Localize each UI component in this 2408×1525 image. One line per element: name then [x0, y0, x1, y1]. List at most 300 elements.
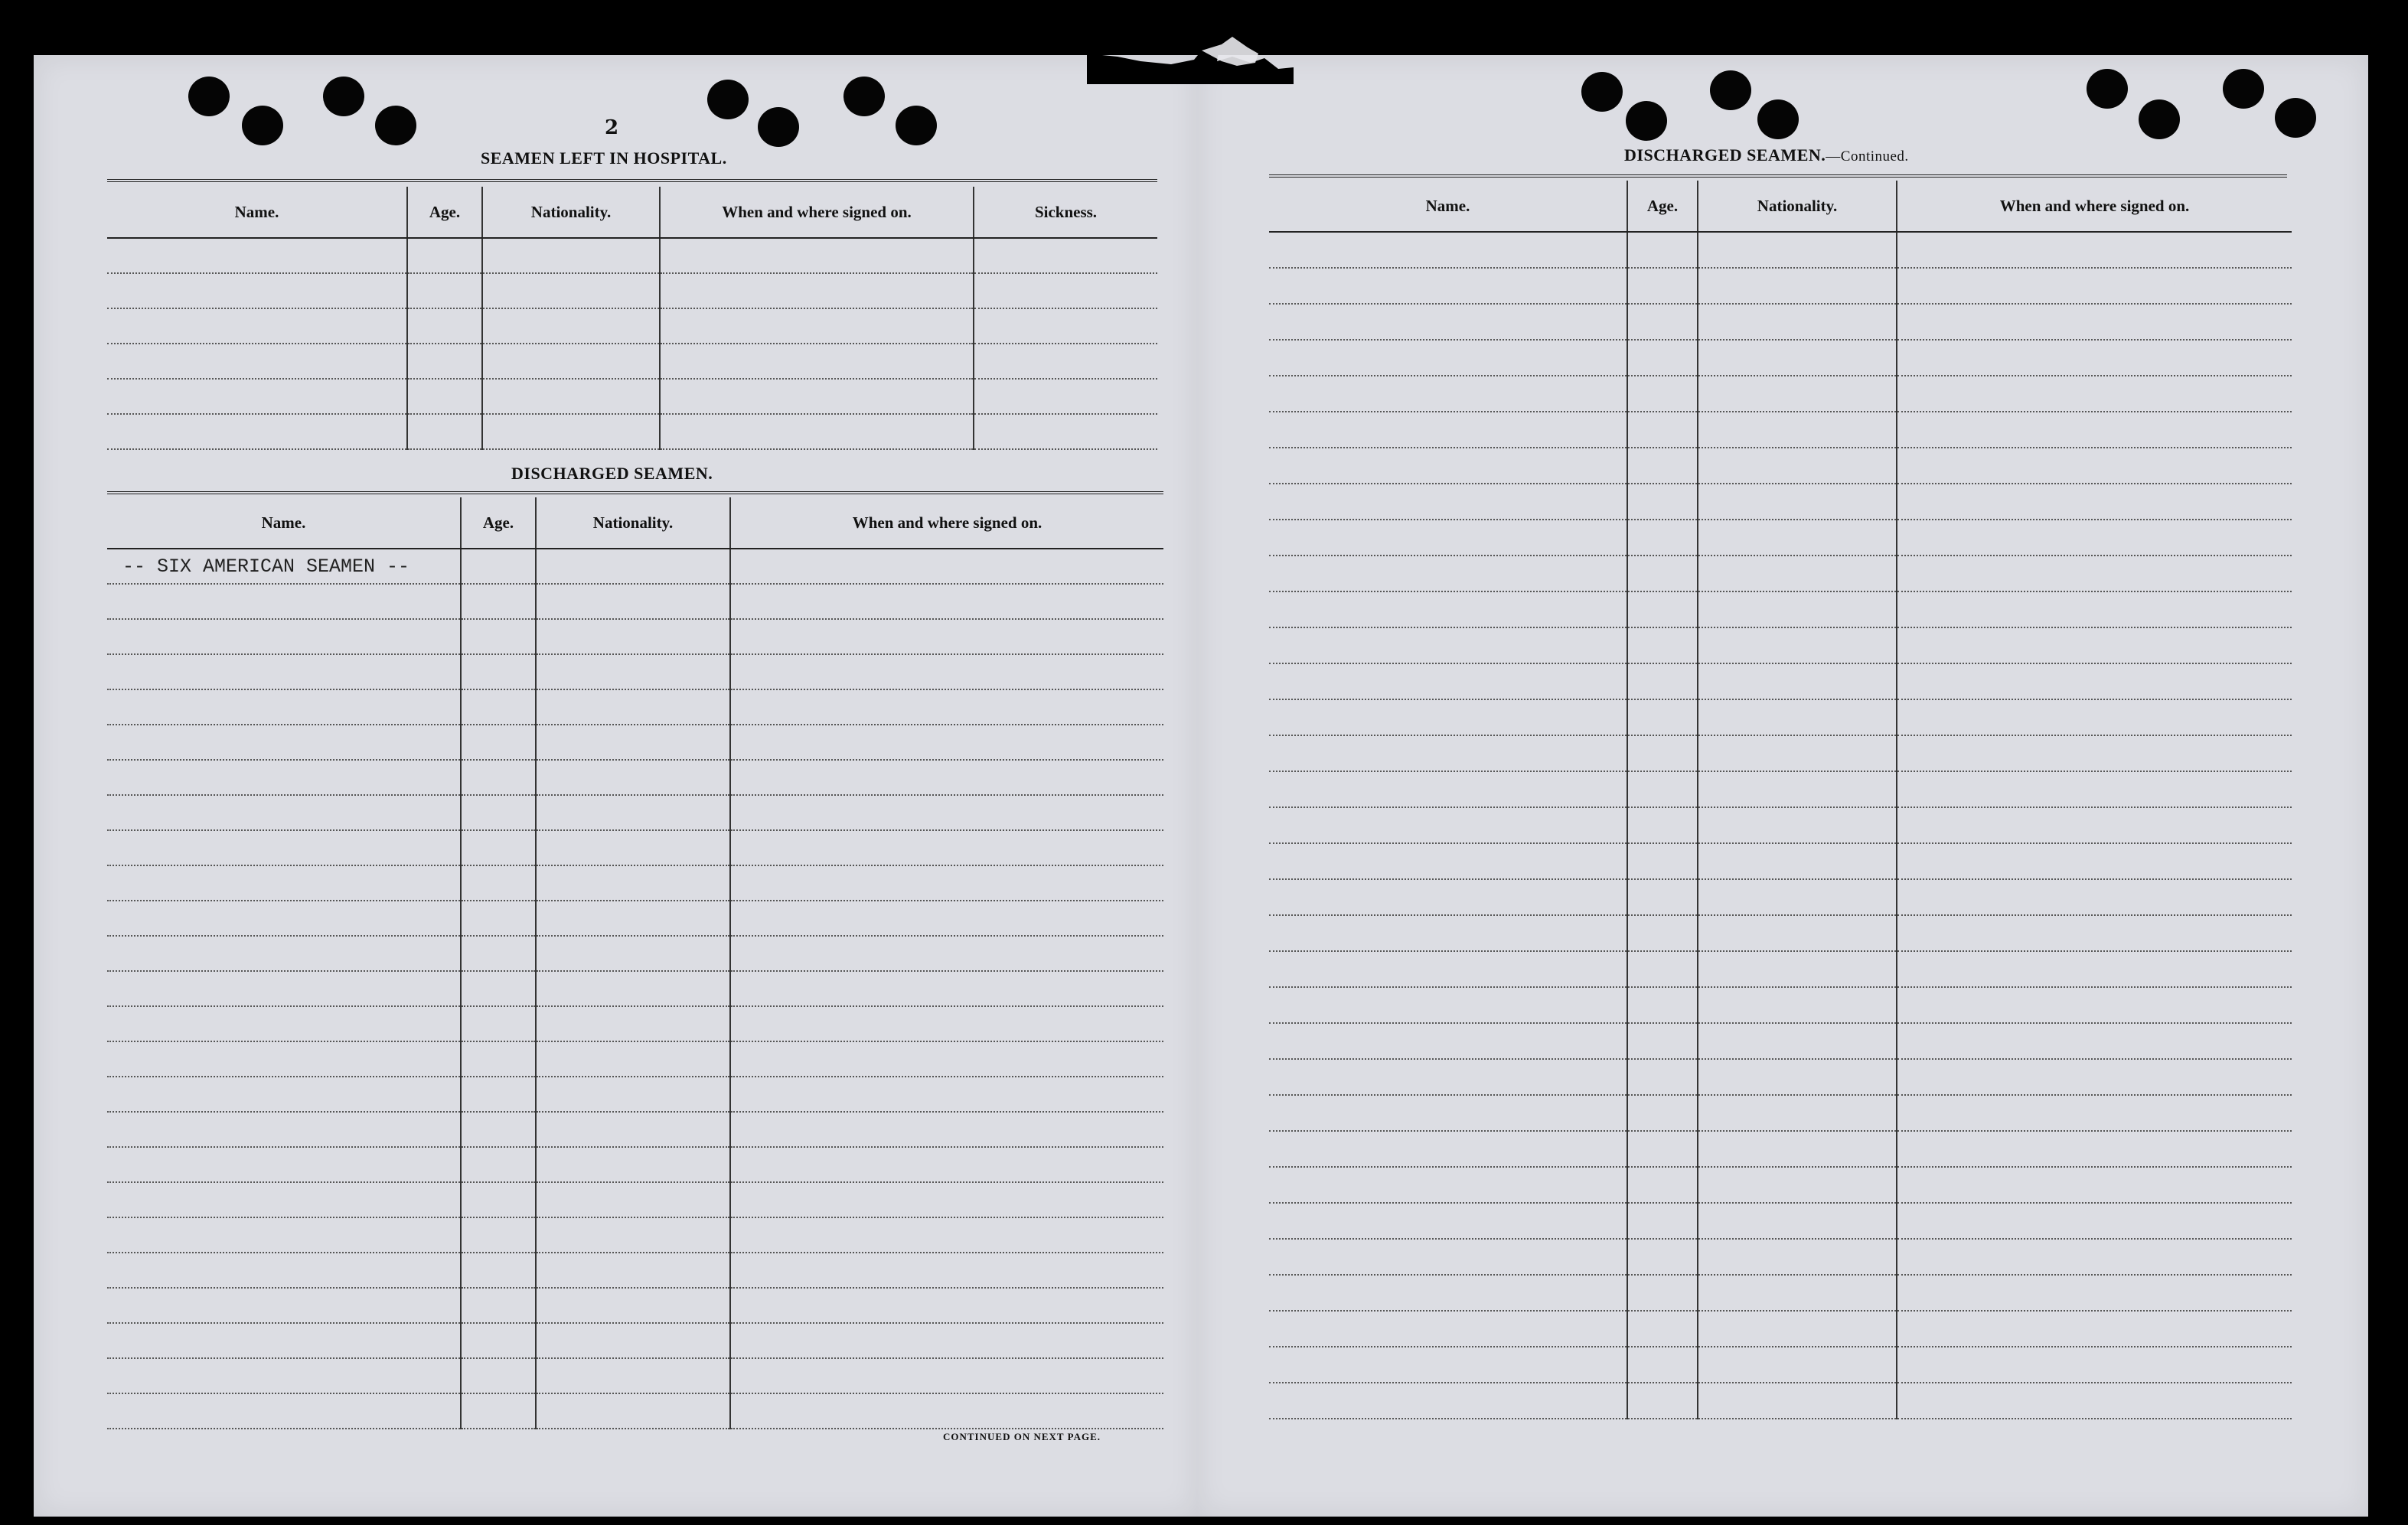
- table-cell: [1269, 448, 1627, 484]
- table-cell: [107, 1147, 461, 1182]
- table-cell: [461, 619, 536, 654]
- table-cell: [1698, 556, 1897, 591]
- col-sickness-header: Sickness.: [974, 187, 1157, 238]
- entry-text: -- SIX AMERICAN SEAMEN --: [122, 555, 410, 578]
- table-cell: [1269, 951, 1627, 987]
- table-cell: [1698, 1383, 1897, 1419]
- table-row: [107, 1323, 1163, 1358]
- table-row: [1269, 1275, 2292, 1311]
- table-cell: [1269, 1347, 1627, 1383]
- table-cell: [1627, 412, 1698, 448]
- col-name-header: Name.: [107, 187, 407, 238]
- table-row: [107, 619, 1163, 654]
- table-cell: [1269, 699, 1627, 735]
- table-cell: [1897, 1239, 2292, 1275]
- table-cell: [1897, 807, 2292, 843]
- table-cell: [461, 1323, 536, 1358]
- table-row: [1269, 987, 2292, 1023]
- table-cell: [461, 1182, 536, 1217]
- table-cell: [730, 1393, 1163, 1429]
- table-cell: [1269, 556, 1627, 591]
- table-cell: [1698, 591, 1897, 627]
- heading-continued: —Continued.: [1826, 148, 1909, 165]
- table-cell: [1627, 1311, 1698, 1347]
- continued-footer: CONTINUED ON NEXT PAGE.: [943, 1431, 1101, 1442]
- table-row: [1269, 591, 2292, 627]
- table-cell: [1698, 951, 1897, 987]
- table-row: [1269, 520, 2292, 556]
- col-age-header: Age.: [461, 497, 536, 549]
- discharged-heading: DISCHARGED SEAMEN.: [511, 464, 713, 483]
- table-cell: [1269, 1203, 1627, 1239]
- table-cell: [1627, 663, 1698, 699]
- table-cell: [730, 1147, 1163, 1182]
- table-cell: [1627, 951, 1698, 987]
- table-cell: [461, 725, 536, 760]
- hospital-rows: [107, 238, 1157, 449]
- table-cell: [1698, 771, 1897, 807]
- table-cell: [1897, 1059, 2292, 1095]
- table-cell: [107, 273, 407, 308]
- table-cell: [730, 549, 1163, 584]
- table-cell: [1627, 340, 1698, 376]
- table-cell: [1897, 304, 2292, 340]
- table-cell: [1698, 1239, 1897, 1275]
- table-cell: [1269, 1167, 1627, 1203]
- table-cell: [461, 971, 536, 1006]
- table-cell: [407, 344, 482, 379]
- table-cell: [1897, 987, 2292, 1023]
- table-cell: [107, 795, 461, 830]
- table-row: [107, 1147, 1163, 1182]
- table-cell: [107, 238, 407, 273]
- table-cell: [1897, 484, 2292, 520]
- table-cell: [1627, 448, 1698, 484]
- table-cell: [461, 1041, 536, 1077]
- table-cell: [1698, 1275, 1897, 1311]
- table-cell: [730, 1182, 1163, 1217]
- table-cell: [1269, 663, 1627, 699]
- table-cell: [482, 308, 660, 344]
- table-cell: [536, 689, 730, 725]
- table-cell: [730, 1077, 1163, 1112]
- table-cell: [730, 795, 1163, 830]
- table-cell: [107, 936, 461, 971]
- table-row: [1269, 1239, 2292, 1275]
- table-cell: [1627, 304, 1698, 340]
- table-row: [107, 549, 1163, 584]
- table-cell: [1698, 699, 1897, 735]
- table-cell: [974, 238, 1157, 273]
- table-cell: [1698, 879, 1897, 915]
- table-cell: [660, 238, 974, 273]
- table-cell: [107, 760, 461, 795]
- table-cell: [107, 308, 407, 344]
- table-cell: [660, 308, 974, 344]
- table-cell: [461, 830, 536, 865]
- table-cell: [1627, 807, 1698, 843]
- table-row: [107, 936, 1163, 971]
- table-cell: [1897, 1383, 2292, 1419]
- table-row: [107, 1393, 1163, 1429]
- table-cell: [1897, 951, 2292, 987]
- table-row: [107, 865, 1163, 901]
- table-cell: [1627, 627, 1698, 663]
- table-row: [107, 725, 1163, 760]
- table-cell: [1269, 1023, 1627, 1059]
- table-cell: [536, 1006, 730, 1041]
- table-cell: [107, 1217, 461, 1253]
- table-cell: [1698, 232, 1897, 268]
- table-cell: [461, 1288, 536, 1323]
- col-name-header: Name.: [107, 497, 461, 549]
- table-cell: [536, 619, 730, 654]
- table-row: [1269, 268, 2292, 304]
- table-row: [1269, 232, 2292, 268]
- table-cell: [536, 1323, 730, 1358]
- table-cell: [407, 308, 482, 344]
- table-cell: [730, 865, 1163, 901]
- table-cell: [107, 971, 461, 1006]
- table-row: [1269, 304, 2292, 340]
- table-row: [107, 795, 1163, 830]
- table-cell: [1269, 1059, 1627, 1095]
- table-cell: [407, 414, 482, 449]
- punch-hole: [323, 77, 364, 116]
- table-cell: [730, 830, 1163, 865]
- table-cell: [536, 936, 730, 971]
- table-cell: [536, 1217, 730, 1253]
- table-cell: [730, 619, 1163, 654]
- col-name-header: Name.: [1269, 181, 1627, 232]
- table-cell: [730, 725, 1163, 760]
- table-row: [107, 654, 1163, 689]
- table-row: [1269, 735, 2292, 771]
- punch-hole: [896, 106, 937, 145]
- table-cell: [536, 1253, 730, 1288]
- discharged-continued-table: [1269, 181, 2292, 1419]
- table-cell: [107, 865, 461, 901]
- table-cell: [536, 830, 730, 865]
- table-cell: [1698, 987, 1897, 1023]
- table-row: [107, 1041, 1163, 1077]
- table-cell: [107, 654, 461, 689]
- table-cell: [1698, 843, 1897, 879]
- table-cell: [536, 1393, 730, 1429]
- table-cell: [461, 584, 536, 619]
- table-cell: [1627, 1167, 1698, 1203]
- right-page: [1197, 55, 2368, 1517]
- table-cell: [536, 1182, 730, 1217]
- table-cell: [1269, 735, 1627, 771]
- table-row: [1269, 376, 2292, 412]
- table-cell: [1269, 987, 1627, 1023]
- punch-hole: [1581, 72, 1623, 112]
- punch-hole: [1757, 99, 1799, 139]
- table-cell: [1627, 520, 1698, 556]
- discharged-header-row: [107, 497, 1163, 549]
- table-cell: [536, 1358, 730, 1393]
- table-cell: [730, 1323, 1163, 1358]
- table-cell: [536, 865, 730, 901]
- table-row: [1269, 1167, 2292, 1203]
- table-cell: [536, 725, 730, 760]
- table-row: [1269, 951, 2292, 987]
- table-cell: [1897, 412, 2292, 448]
- table-cell: [1698, 807, 1897, 843]
- punch-hole: [2223, 69, 2264, 109]
- table-cell: [974, 379, 1157, 414]
- punch-hole: [188, 77, 230, 116]
- table-cell: [1698, 1023, 1897, 1059]
- table-cell: [107, 689, 461, 725]
- table-cell: [536, 549, 730, 584]
- table-cell: [1698, 915, 1897, 951]
- right-header-row: [1269, 181, 2292, 232]
- table-row: [107, 1288, 1163, 1323]
- table-cell: [1269, 771, 1627, 807]
- table-row: [107, 379, 1157, 414]
- table-cell: [974, 414, 1157, 449]
- table-cell: [1897, 1023, 2292, 1059]
- table-cell: [1627, 1383, 1698, 1419]
- table-row: [1269, 1059, 2292, 1095]
- table-cell: [1897, 448, 2292, 484]
- table-cell: [1698, 304, 1897, 340]
- col-nationality-header: Nationality.: [1698, 181, 1897, 232]
- table-cell: [482, 238, 660, 273]
- punch-hole: [242, 106, 283, 145]
- table-cell: [461, 1077, 536, 1112]
- table-cell: [1698, 1347, 1897, 1383]
- table-cell: [407, 379, 482, 414]
- punch-hole: [2087, 69, 2128, 109]
- table-row: [1269, 1347, 2292, 1383]
- table-cell: [536, 1041, 730, 1077]
- table-cell: [1897, 268, 2292, 304]
- table-cell: [461, 760, 536, 795]
- table-cell: [461, 549, 536, 584]
- table-cell: [1627, 232, 1698, 268]
- table-row: [107, 308, 1157, 344]
- table-cell: [1269, 1239, 1627, 1275]
- table-cell: [1897, 771, 2292, 807]
- table-row: [107, 901, 1163, 936]
- table-row: [1269, 699, 2292, 735]
- table-cell: [461, 936, 536, 971]
- table-cell: [461, 1393, 536, 1429]
- table-cell: [1269, 843, 1627, 879]
- table-cell: [1698, 376, 1897, 412]
- table-cell: [536, 1288, 730, 1323]
- table-cell: [1897, 843, 2292, 879]
- discharged-top-rule: [107, 491, 1163, 497]
- table-cell: [536, 901, 730, 936]
- col-signed-on-header: When and where signed on.: [730, 497, 1163, 549]
- table-row: [1269, 340, 2292, 376]
- table-cell: [461, 1217, 536, 1253]
- table-cell: [730, 1112, 1163, 1147]
- punch-hole: [707, 80, 749, 119]
- table-row: [107, 1358, 1163, 1393]
- discharged-continued-rows: [1269, 232, 2292, 1419]
- table-cell: [1698, 663, 1897, 699]
- table-cell: [1897, 627, 2292, 663]
- punch-hole: [843, 77, 885, 116]
- table-cell: [1698, 1131, 1897, 1167]
- table-cell: [1269, 627, 1627, 663]
- table-cell: [1269, 1383, 1627, 1419]
- table-cell: [107, 830, 461, 865]
- table-row: [107, 1112, 1163, 1147]
- left-page: [34, 55, 1197, 1517]
- table-cell: [1269, 1095, 1627, 1131]
- table-cell: [660, 273, 974, 308]
- table-cell: [1698, 484, 1897, 520]
- table-cell: [1269, 340, 1627, 376]
- table-cell: [1269, 412, 1627, 448]
- table-cell: [536, 1147, 730, 1182]
- table-cell: [536, 760, 730, 795]
- table-cell: [1897, 376, 2292, 412]
- table-cell: [1627, 735, 1698, 771]
- table-cell: [107, 1077, 461, 1112]
- table-cell: [1698, 1311, 1897, 1347]
- table-cell: [1627, 1023, 1698, 1059]
- table-cell: [730, 901, 1163, 936]
- table-cell: [536, 971, 730, 1006]
- table-cell: [974, 308, 1157, 344]
- table-cell: [107, 1253, 461, 1288]
- table-cell: [660, 344, 974, 379]
- table-row: [107, 238, 1157, 273]
- table-cell: [730, 584, 1163, 619]
- table-cell: [1269, 1275, 1627, 1311]
- hospital-heading: SEAMEN LEFT IN HOSPITAL.: [481, 148, 727, 168]
- table-cell: [107, 1112, 461, 1147]
- table-cell: [1627, 1239, 1698, 1275]
- discharged-table: [107, 497, 1163, 1429]
- table-cell: [536, 795, 730, 830]
- table-cell: [107, 1041, 461, 1077]
- table-cell: [974, 344, 1157, 379]
- col-signed-on-header: When and where signed on.: [660, 187, 974, 238]
- table-cell: [461, 689, 536, 725]
- table-cell: [730, 689, 1163, 725]
- table-cell: [482, 273, 660, 308]
- table-row: [107, 760, 1163, 795]
- table-cell: [730, 1041, 1163, 1077]
- table-cell: [1269, 915, 1627, 951]
- table-cell: [1627, 915, 1698, 951]
- table-cell: [1627, 376, 1698, 412]
- table-row: [1269, 663, 2292, 699]
- table-cell: [461, 1147, 536, 1182]
- table-row: [1269, 556, 2292, 591]
- table-cell: [1897, 340, 2292, 376]
- table-cell: [730, 1288, 1163, 1323]
- table-cell: [107, 1323, 461, 1358]
- table-row: [107, 1253, 1163, 1288]
- table-cell: [1627, 591, 1698, 627]
- page-number: 2: [605, 116, 619, 139]
- table-row: [107, 414, 1157, 449]
- table-cell: [1897, 1311, 2292, 1347]
- table-cell: [730, 1217, 1163, 1253]
- table-cell: [461, 1253, 536, 1288]
- table-row: [1269, 484, 2292, 520]
- col-nationality-header: Nationality.: [536, 497, 730, 549]
- table-cell: [1627, 1275, 1698, 1311]
- punch-hole: [758, 107, 799, 147]
- table-cell: [1897, 556, 2292, 591]
- table-cell: [407, 273, 482, 308]
- table-row: [107, 1006, 1163, 1041]
- table-cell: [730, 936, 1163, 971]
- table-cell: [1627, 556, 1698, 591]
- col-age-header: Age.: [407, 187, 482, 238]
- table-cell: [1698, 448, 1897, 484]
- table-cell: [482, 344, 660, 379]
- table-cell: [107, 725, 461, 760]
- hospital-top-rule: [107, 179, 1157, 185]
- table-row: [107, 273, 1157, 308]
- right-top-rule: [1269, 174, 2287, 181]
- table-cell: [407, 238, 482, 273]
- table-cell: [461, 654, 536, 689]
- table-cell: [1627, 771, 1698, 807]
- table-cell: [1897, 663, 2292, 699]
- heading-main: DISCHARGED SEAMEN.: [1624, 145, 1826, 165]
- table-cell: [730, 654, 1163, 689]
- table-cell: [730, 1358, 1163, 1393]
- table-cell: [1269, 879, 1627, 915]
- table-cell: [1897, 699, 2292, 735]
- table-cell: [1698, 735, 1897, 771]
- table-row: [1269, 843, 2292, 879]
- table-cell: [107, 1006, 461, 1041]
- table-cell: [107, 414, 407, 449]
- table-row: [107, 689, 1163, 725]
- table-cell: [1627, 484, 1698, 520]
- table-cell: [461, 865, 536, 901]
- table-cell: [107, 901, 461, 936]
- table-cell: [107, 619, 461, 654]
- table-cell: [730, 1253, 1163, 1288]
- table-cell: [660, 379, 974, 414]
- table-cell: [1897, 1095, 2292, 1131]
- table-cell: [1698, 1203, 1897, 1239]
- table-row: [107, 1217, 1163, 1253]
- table-row: [107, 584, 1163, 619]
- table-row: [107, 344, 1157, 379]
- table-cell: [1269, 807, 1627, 843]
- col-age-header: Age.: [1627, 181, 1698, 232]
- table-cell: [1897, 915, 2292, 951]
- table-cell: [1897, 1347, 2292, 1383]
- table-cell: [1698, 1059, 1897, 1095]
- punch-hole: [375, 106, 416, 145]
- table-cell: [1627, 1095, 1698, 1131]
- table-cell: [461, 795, 536, 830]
- table-row: [107, 830, 1163, 865]
- table-cell: [461, 1112, 536, 1147]
- punch-hole: [2275, 98, 2316, 138]
- table-cell: [107, 1393, 461, 1429]
- table-cell: [461, 1358, 536, 1393]
- table-cell: [1627, 1347, 1698, 1383]
- table-cell: [536, 584, 730, 619]
